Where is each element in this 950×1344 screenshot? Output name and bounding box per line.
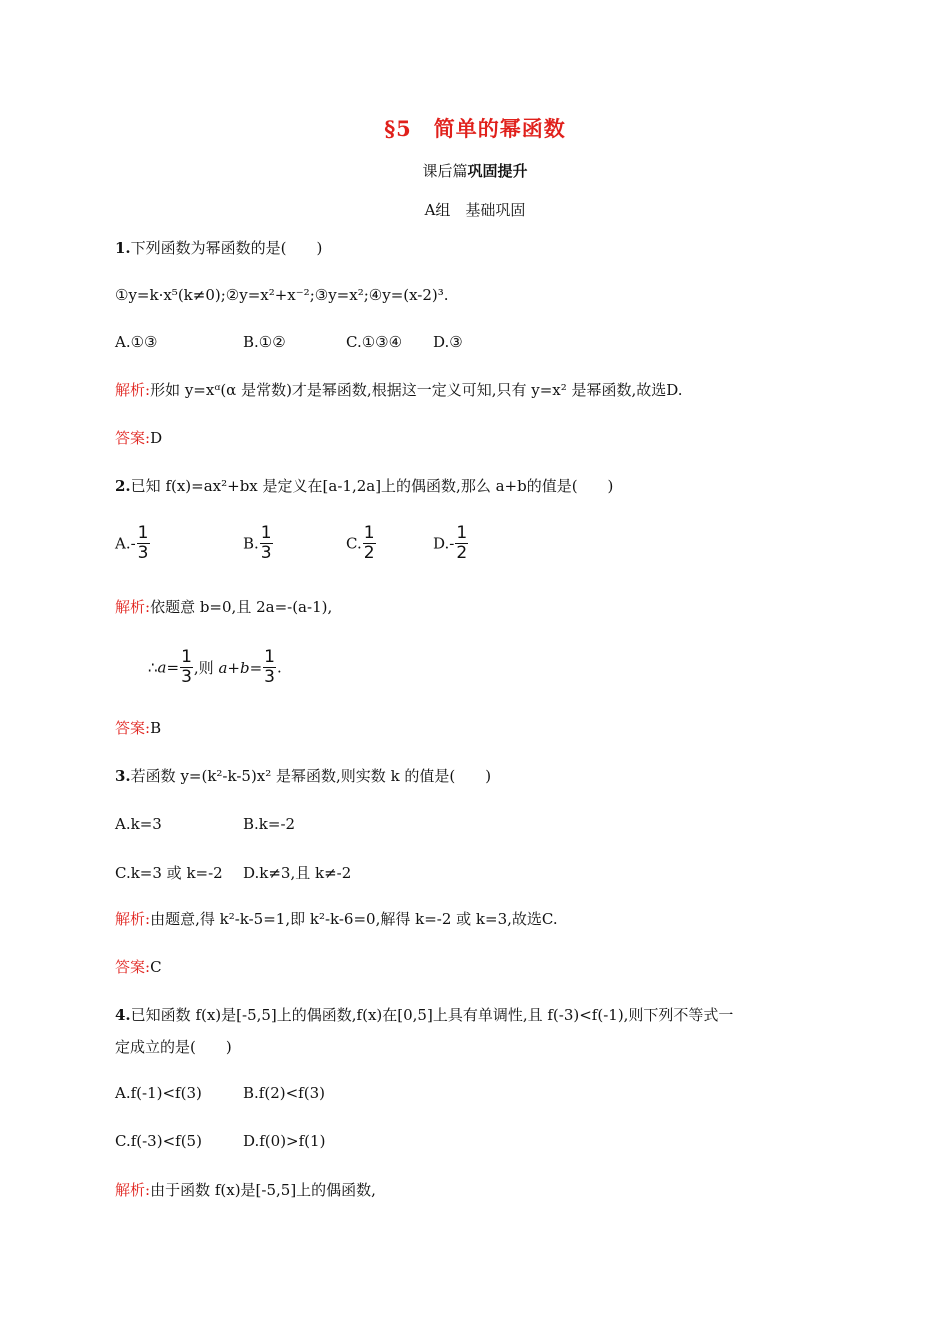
question-number: 4.: [115, 1006, 131, 1024]
subtitle-plain: 课后篇: [422, 162, 468, 180]
analysis-text: 由于函数 f(x)是[-5,5]上的偶函数,: [150, 1181, 376, 1199]
q4-option-b: B.f(2)<f(3): [243, 1084, 325, 1102]
fraction: $\frac{1}{3}$: [264, 647, 275, 687]
q4-option-d: D.f(0)>f(1): [243, 1132, 326, 1150]
answer-label: 答案:: [115, 719, 151, 737]
answer-label: 答案:: [115, 429, 151, 447]
analysis-text: 形如 y=xᵅ(α 是常数)才是幂函数,根据这一定义可知,只有 y=x² 是幂函数,故选D.: [150, 381, 683, 399]
q1-option-c: C.①③④: [346, 333, 403, 351]
q2-option-d: D.- $\frac{1}{2}$: [433, 523, 468, 563]
q1-option-d: D.③: [433, 333, 463, 351]
q1-option-a: A.①③: [115, 333, 158, 351]
fraction: $\frac{1}{3}$: [137, 523, 149, 563]
q3-option-b: B.k=-2: [243, 815, 296, 833]
question-1-items: ①y=k·x⁵(k≠0);②y=x²+x⁻²;③y=x²;④y=(x-2)³.: [115, 286, 449, 304]
answer-value: B: [150, 719, 162, 737]
question-text: 若函数 y=(k²-k-5)x² 是幂函数,则实数 k 的值是( ): [130, 767, 492, 785]
analysis-label: 解析:: [115, 1181, 151, 1199]
analysis-label: 解析:: [115, 910, 151, 928]
q4-analysis: [115, 1180, 376, 1200]
question-3-stem: [115, 766, 491, 786]
question-4-stem: [115, 1005, 733, 1025]
q1-option-b: B.①②: [243, 333, 286, 351]
q2-analysis: [115, 597, 332, 617]
q3-answer: [115, 957, 162, 977]
question-text: 已知 f(x)=ax²+bx 是定义在[a-1,2a]上的偶函数,那么 a+b的值是( ): [130, 477, 614, 495]
q2-option-a: A.- $\frac{1}{3}$: [115, 523, 149, 563]
analysis-text: 由题意,得 k²-k-5=1,即 k²-k-6=0,解得 k=-2 或 k=3,故选C.: [150, 910, 558, 928]
analysis-text: 依题意 b=0,且 2a=-(a-1),: [150, 598, 333, 616]
q3-option-d: D.k≠3,且 k≠-2: [243, 864, 352, 882]
question-text: 下列函数为幂函数的是( ): [130, 239, 323, 257]
q2-answer: [115, 718, 161, 738]
fraction: $\frac{1}{2}$: [456, 523, 468, 563]
question-number: 2.: [115, 477, 131, 495]
q4-option-a: A.f(-1)<f(3): [115, 1084, 202, 1102]
question-2-stem: [115, 476, 613, 496]
question-4-stem-cont: 定成立的是( ): [115, 1038, 232, 1056]
answer-value: D: [150, 429, 163, 447]
question-number: 1.: [115, 239, 131, 257]
question-text: 已知函数 f(x)是[-5,5]上的偶函数,f(x)在[0,5]上具有单调性,且 f(-3)<f(-1),则下列不等式一: [130, 1006, 734, 1024]
answer-label: 答案:: [115, 958, 151, 976]
q4-option-c: C.f(-3)<f(5): [115, 1132, 202, 1150]
page-title: §5 简单的幂函数: [384, 116, 566, 141]
q1-analysis: [115, 380, 683, 400]
q3-option-a: A.k=3: [115, 815, 162, 833]
q1-answer: [115, 428, 162, 448]
fraction: $\frac{1}{2}$: [363, 523, 375, 563]
answer-value: C: [150, 958, 162, 976]
fraction: $\frac{1}{3}$: [181, 647, 192, 687]
section-subtitle: [0, 161, 950, 181]
analysis-label: 解析:: [115, 381, 151, 399]
group-label: A组 基础巩固: [424, 201, 526, 219]
question-1-stem: [115, 238, 322, 258]
q2-option-b: B. $\frac{1}{3}$: [243, 523, 272, 563]
q2-analysis-conclusion: ∴a= $\frac{1}{3}$ ,则 a+b= $\frac{1}{3}$ .: [148, 647, 282, 687]
analysis-label: 解析:: [115, 598, 151, 616]
q3-analysis: [115, 909, 558, 929]
question-number: 3.: [115, 767, 131, 785]
subtitle-bold: 巩固提升: [467, 162, 528, 180]
q3-option-c: C.k=3 或 k=-2: [115, 864, 223, 882]
fraction: $\frac{1}{3}$: [260, 523, 272, 563]
q2-option-c: C. $\frac{1}{2}$: [346, 523, 375, 563]
